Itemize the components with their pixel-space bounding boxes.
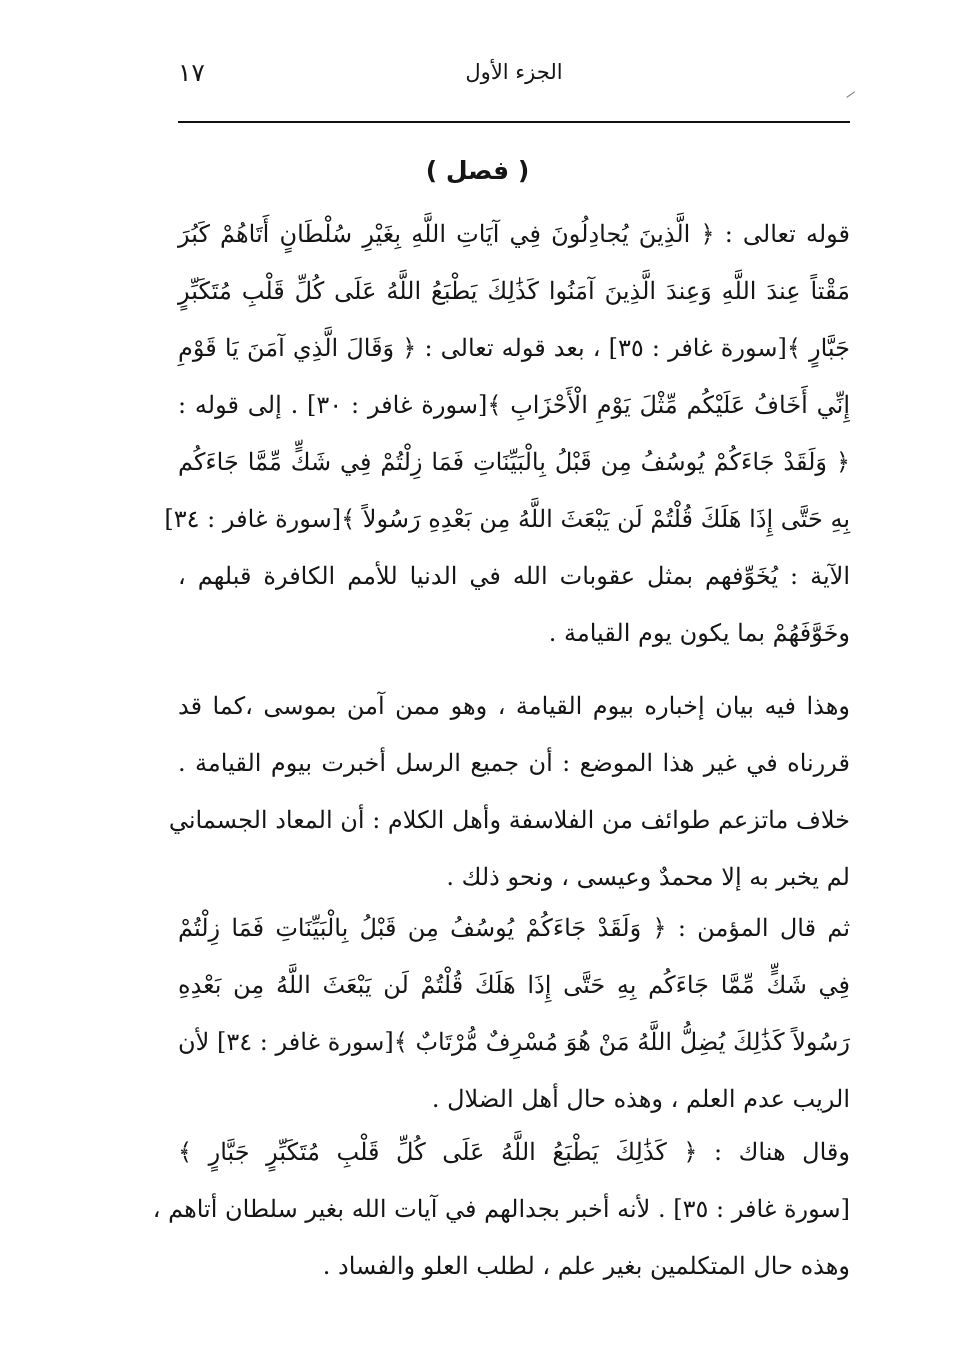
text-line: خلاف ماتزعم طوائف من الفلاسفة وأهل الكلام : أن المعاد الجسماني bbox=[168, 806, 850, 834]
text-line: قوله تعالى : ﴿ الَّذِينَ يُجادِلُونَ فِي آيَاتِ اللَّهِ بِغَيْرِ سُلْطَانٍ أَتَاهُمْ كَبُرَ bbox=[178, 220, 850, 248]
running-title: الجزء الأول bbox=[465, 60, 563, 84]
text-line: ﴿ وَلَقَدْ جَاءَكُمْ يُوسُفُ مِن قَبْلُ بِالْبَيِّنَاتِ فَمَا زِلْتُمْ فِي شَكٍّ مِّمَّا جَاءَكُم bbox=[178, 448, 850, 476]
paragraph-1 bbox=[164, 206, 850, 662]
text-line: قررناه في غير هذا الموضع : أن جميع الرسل أخبرت بيوم القيامة . bbox=[178, 749, 850, 777]
section-title: ( فصل ) bbox=[425, 156, 530, 185]
text-line: إِنِّي أَخَافُ عَلَيْكُم مِّثْلَ يَوْمِ الْأَحْزَابِ ﴾[سورة غافر : ٣٠] . إلى قوله : bbox=[178, 391, 850, 419]
page-number: ١٧ bbox=[178, 58, 205, 87]
running-header bbox=[178, 58, 850, 98]
text-line: ثم قال المؤمن : ﴿ وَلَقَدْ جَاءَكُمْ يُوسُفُ مِن قَبْلُ بِالْبَيِّنَاتِ فَمَا زِلْتُمْ bbox=[178, 914, 850, 942]
text-line: الآية : يُخَوِّفهم بمثل عقوبات الله في الدنيا للأمم الكافرة قبلهم ، bbox=[178, 562, 850, 590]
paragraph-2 bbox=[168, 678, 850, 906]
text-line: رَسُولاً كَذَٰلِكَ يُضِلُّ اللَّهُ مَنْ هُوَ مُسْرِفٌ مُّرْتَابٌ ﴾[سورة غافر : ٣٤] لأن bbox=[178, 1028, 850, 1056]
paragraph-3 bbox=[178, 900, 850, 1128]
text-line: وقال هناك : ﴿ كَذَٰلِكَ يَطْبَعُ اللَّهُ عَلَى كُلِّ قَلْبِ مُتَكَبِّرٍ جَبَّارٍ ﴾ bbox=[178, 1138, 850, 1166]
text-line: وهذا فيه بيان إخباره بيوم القيامة ، وهو ممن آمن بموسى ،كما قد bbox=[178, 692, 850, 720]
text-line: الريب عدم العلم ، وهذه حال أهل الضلال . bbox=[431, 1085, 850, 1113]
text-line: فِي شَكٍّ مِّمَّا جَاءَكُم بِهِ حَتَّى إِذَا هَلَكَ قُلْتُمْ لَن يَبْعَثَ اللَّهُ مِن بَعْدِهِ bbox=[178, 971, 850, 999]
text-line: وهذه حال المتكلمين بغير علم ، لطلب العلو والفساد . bbox=[322, 1252, 850, 1280]
text-line: مَقْتاً عِندَ اللَّهِ وَعِندَ الَّذِينَ آمَنُوا كَذَٰلِكَ يَطْبَعُ اللَّهُ عَلَى كُلِّ قَلْبِ مُتَكَبِّرٍ bbox=[178, 277, 850, 305]
text-line: [سورة غافر : ٣٥] . لأنه أخبر بجدالهم في آيات الله بغير سلطان أتاهم ، bbox=[152, 1195, 850, 1223]
text-line: بِهِ حَتَّى إِذَا هَلَكَ قُلْتُمْ لَن يَبْعَثَ اللَّهُ مِن بَعْدِهِ رَسُولاً ﴾[سورة غافر : ٣٤] bbox=[164, 505, 850, 533]
text-line: لم يخبر به إلا محمدٌ وعيسى ، ونحو ذلك . bbox=[446, 863, 850, 891]
header-rule bbox=[178, 121, 850, 123]
paragraph-4 bbox=[152, 1124, 850, 1295]
text-line: وخَوَّفَهُمْ بما يكون يوم القيامة . bbox=[548, 619, 850, 647]
text-line: جَبَّارٍ ﴾[سورة غافر : ٣٥] ، بعد قوله تعالى : ﴿ وَقَالَ الَّذِي آمَنَ يَا قَوْمِ bbox=[178, 334, 850, 362]
